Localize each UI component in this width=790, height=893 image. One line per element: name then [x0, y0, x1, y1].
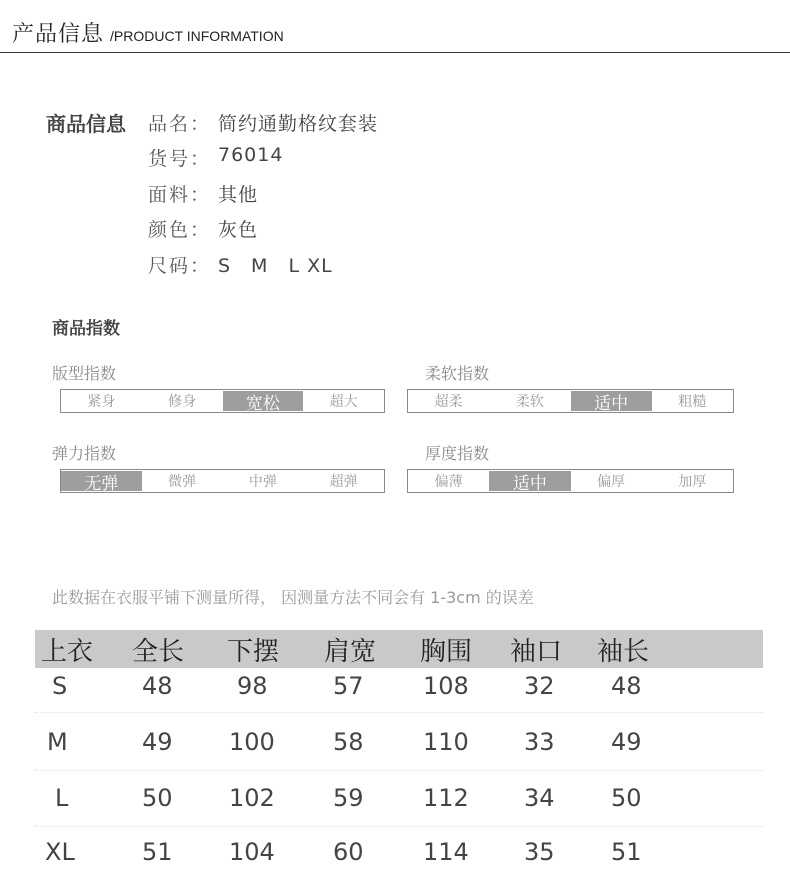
table-cell: M [47, 728, 68, 756]
product-index-title: 商品指数 [52, 319, 120, 339]
info-value: 76014 [218, 144, 284, 166]
table-cell: 49 [611, 728, 642, 756]
scale-option: 超大 [329, 394, 358, 410]
table-cell: 104 [229, 838, 275, 866]
column-header: 全长 [132, 637, 185, 667]
table-cell: 48 [142, 672, 173, 700]
measurement-note: 此数据在衣服平铺下测量所得， 因测量方法不同会有 1-3cm 的误差 [52, 588, 534, 607]
table-cell: 110 [423, 728, 469, 756]
info-value: 其他 [218, 184, 259, 206]
table-cell: 98 [237, 672, 268, 700]
scale-option-selected: 无弹 [61, 471, 142, 491]
scale-option: 偏薄 [434, 474, 463, 490]
table-cell: 33 [524, 728, 555, 756]
product-info-title: 商品信息 [46, 112, 126, 136]
scale-option: 中弹 [248, 474, 277, 490]
info-value: 简约通勤格纹套装 [218, 113, 379, 135]
fit-index-scale [60, 389, 385, 413]
scale-option: 加厚 [678, 474, 707, 490]
table-cell: S [52, 672, 68, 700]
table-cell: 50 [611, 784, 642, 812]
table-cell: 49 [142, 728, 173, 756]
info-row-size [148, 251, 333, 278]
table-cell: 100 [229, 728, 275, 756]
scale-option: 超柔 [434, 394, 463, 410]
row-divider [35, 712, 763, 713]
table-cell: 112 [423, 784, 469, 812]
scale-option: 超弹 [329, 474, 358, 490]
info-value: 灰色 [218, 219, 259, 241]
section-title-cn: 产品信息 [12, 22, 105, 47]
table-cell: 102 [229, 784, 275, 812]
scale-option: 微弹 [168, 474, 197, 490]
scale-option: 粗糙 [678, 394, 707, 410]
table-row [35, 838, 763, 893]
info-row-color [148, 215, 258, 242]
info-row-fabric [148, 180, 258, 207]
info-label: 颜色： [148, 219, 212, 241]
elasticity-index-label: 弹力指数 [52, 444, 117, 463]
info-label: 品名： [148, 113, 212, 135]
row-divider [35, 826, 763, 827]
size-table-header [35, 630, 763, 668]
info-label: 面料： [148, 184, 212, 206]
softness-index-label: 柔软指数 [425, 364, 490, 383]
table-cell: 114 [423, 838, 469, 866]
table-cell: 50 [142, 784, 173, 812]
info-row-name [148, 109, 378, 136]
table-cell: 51 [142, 838, 173, 866]
table-cell: L [55, 784, 69, 812]
table-row [35, 784, 763, 839]
scale-option-selected: 宽松 [223, 391, 304, 411]
info-value: S M L XL [218, 255, 333, 277]
table-row [35, 672, 763, 727]
table-cell: 34 [524, 784, 555, 812]
softness-index-scale [407, 389, 734, 413]
table-cell: 108 [423, 672, 469, 700]
info-row-sku [148, 144, 283, 171]
row-divider [35, 770, 763, 771]
table-row [35, 728, 763, 783]
column-header: 肩宽 [324, 637, 377, 667]
scale-option-selected: 适中 [571, 391, 652, 411]
column-header: 上衣 [41, 637, 94, 667]
thickness-index-scale [407, 469, 734, 493]
scale-option: 紧身 [87, 394, 116, 410]
table-cell: 35 [524, 838, 555, 866]
scale-option: 偏厚 [597, 474, 626, 490]
section-header [0, 0, 790, 53]
table-cell: 59 [333, 784, 364, 812]
table-cell: 51 [611, 838, 642, 866]
section-title-en: /PRODUCT INFORMATION [110, 28, 284, 44]
thickness-index-label: 厚度指数 [425, 444, 490, 463]
table-cell: 48 [611, 672, 642, 700]
column-header: 袖长 [597, 637, 650, 667]
column-header: 胸围 [420, 637, 473, 667]
info-label: 尺码： [148, 255, 212, 277]
table-cell: XL [45, 838, 75, 866]
elasticity-index-scale [60, 469, 385, 493]
column-header: 袖口 [510, 637, 563, 667]
info-label: 货号： [148, 148, 212, 170]
table-cell: 32 [524, 672, 555, 700]
scale-option-selected: 适中 [489, 471, 570, 491]
table-cell: 60 [333, 838, 364, 866]
scale-option: 柔软 [515, 394, 544, 410]
column-header: 下摆 [227, 637, 280, 667]
table-cell: 57 [333, 672, 364, 700]
fit-index-label: 版型指数 [52, 364, 117, 383]
scale-option: 修身 [168, 394, 197, 410]
table-cell: 58 [333, 728, 364, 756]
